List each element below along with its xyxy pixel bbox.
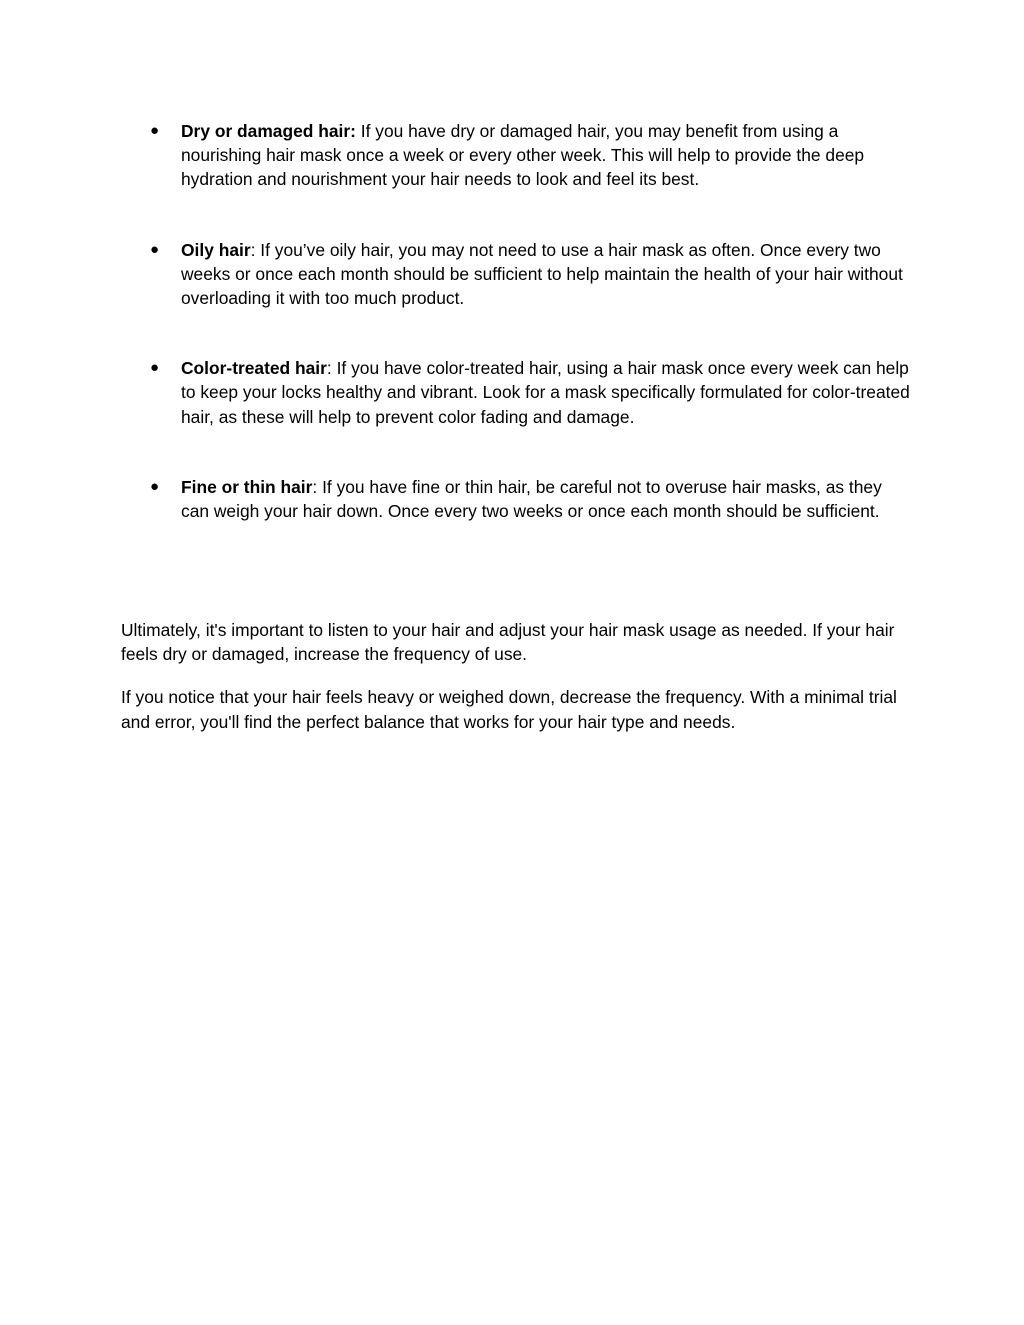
list-item-text: : If you’ve oily hair, you may not need to use a hair mask as often. Once every two weeks or once each month should be sufficient to help maintain the health of your hair without overloading it with too much product. [181,239,903,309]
bullet-icon: ● [150,122,160,139]
bullet-icon: ● [150,240,160,258]
list-item-term: Color-treated hair [181,358,327,379]
conclusion-paragraph: Ultimately, it's important to listen to your hair and adjust your hair mask usage as needed. If your hair feels dry or damaged, increase the frequency of use. [121,620,895,665]
hair-type-list [150,119,910,569]
list-item [150,238,910,311]
list-item [150,356,910,429]
list-item-text: If you have dry or damaged hair, you may benefit from using a nourishing hair mask once a week or every other week. This will help to provide the deep hydration and nourishment your hair needs to look and feel its best. [181,121,865,190]
conclusion-section [121,618,921,753]
list-item [150,475,910,523]
bullet-icon: ● [150,477,160,495]
list-item-term: Fine or thin hair [181,476,313,497]
list-item-text: : If you have fine or thin hair, be careful not to overuse hair masks, as they can weigh your hair down. Once every two weeks or once each month should be sufficient. [181,476,882,522]
list-item-term: Oily hair [181,239,251,260]
list-item [150,119,910,192]
list-item-text: : If you have color-treated hair, using a hair mask once every week can help to keep your locks healthy and vibrant. Look for a mask specifically formulated for color-treated hair, as these will help to prevent color fading and damage. [181,358,910,427]
list-item-term: Dry or damaged hair: [181,121,356,141]
bullet-icon: ● [150,359,160,377]
conclusion-paragraph: If you notice that your hair feels heavy or weighed down, decrease the frequency. With a minimal trial and error, you'll find the perfect balance that works for your hair type and needs. [121,687,897,732]
